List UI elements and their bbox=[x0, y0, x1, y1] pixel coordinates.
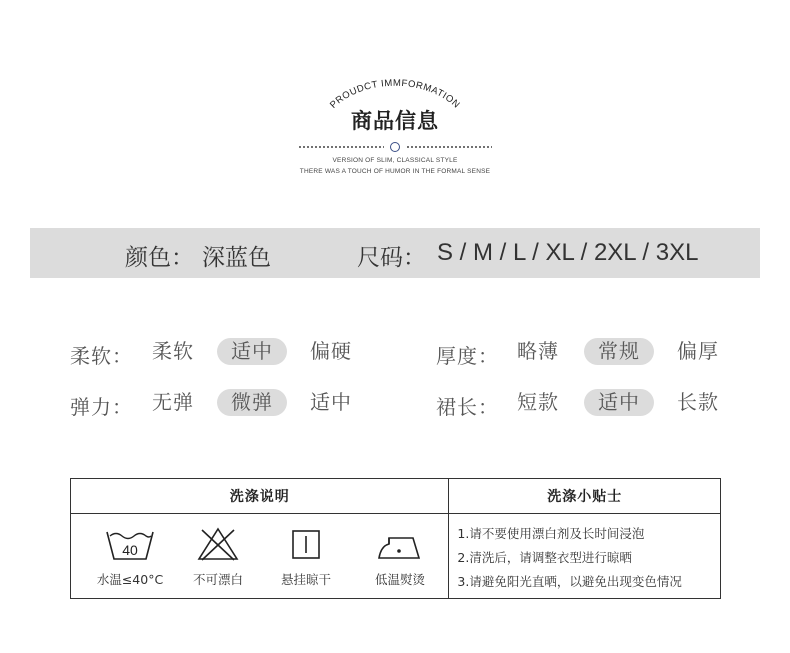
attr-option: 无弹 bbox=[152, 390, 194, 414]
size-value: S / M / L / XL / 2XL / 3XL bbox=[437, 239, 699, 266]
attr-label: 裙长： bbox=[436, 395, 499, 419]
color-size-bar bbox=[30, 228, 760, 278]
attr-option: 柔软 bbox=[152, 339, 194, 363]
subtitle-line-2: THERE WAS A TOUCH OF HUMOR IN THE FORMAL SENSE bbox=[299, 168, 491, 175]
attr-option: 偏厚 bbox=[677, 339, 719, 363]
wash-tips-cell bbox=[449, 514, 721, 599]
attr-option-selected: 适中 bbox=[584, 389, 654, 416]
care-label: 低温熨烫 bbox=[374, 572, 425, 587]
wash-icons-cell bbox=[71, 514, 449, 599]
color-value: 深蓝色 bbox=[202, 245, 271, 271]
attr-row-elasticity bbox=[70, 391, 370, 421]
page-title: 商品信息 bbox=[351, 109, 439, 133]
attr-label: 弹力： bbox=[70, 395, 133, 419]
no-bleach-icon bbox=[196, 524, 240, 564]
attr-option: 略薄 bbox=[517, 339, 559, 363]
attr-label: 柔软： bbox=[70, 344, 133, 368]
care-item-low-iron bbox=[355, 524, 445, 588]
dotted-divider bbox=[298, 142, 492, 152]
subtitle-line-1: VERSION OF SLIM, CLASSICAL STYLE bbox=[332, 157, 458, 164]
wash-instructions-header: 洗涤说明 bbox=[71, 479, 449, 514]
attr-option-selected: 常规 bbox=[584, 338, 654, 365]
attr-option: 短款 bbox=[517, 390, 559, 414]
info-header bbox=[0, 70, 790, 180]
attr-option: 适中 bbox=[310, 390, 352, 414]
care-label: 悬挂晾干 bbox=[280, 572, 331, 587]
attr-row-softness bbox=[70, 340, 370, 370]
divider-dots-right bbox=[406, 146, 492, 148]
divider-dots-left bbox=[298, 146, 384, 148]
care-item-wash-40 bbox=[85, 524, 175, 588]
care-label: 水温≤40°C bbox=[96, 572, 164, 587]
care-label: 不可漂白 bbox=[192, 572, 243, 587]
tip-item: 3.请避免阳光直晒，以避免出现变色情况 bbox=[457, 574, 682, 589]
tip-item: 2.清洗后，请调整衣型进行晾晒 bbox=[457, 550, 632, 565]
wash-40-icon bbox=[105, 524, 155, 564]
attr-option-selected: 适中 bbox=[217, 338, 287, 365]
size-label: 尺码： bbox=[357, 245, 426, 271]
attr-option-selected: 微弹 bbox=[217, 389, 287, 416]
wash-temp-number: 40 bbox=[122, 542, 138, 558]
care-table bbox=[70, 478, 721, 599]
tip-item: 1.请不要使用漂白剂及长时间浸泡 bbox=[457, 526, 645, 541]
color-label: 颜色： bbox=[125, 245, 194, 271]
attr-row-skirt-length bbox=[436, 391, 736, 421]
attr-option: 长款 bbox=[677, 390, 719, 414]
hang-dry-icon bbox=[284, 524, 328, 564]
arc-heading-text: PROUDCT IMMFORMATION bbox=[328, 77, 462, 111]
attr-row-thickness bbox=[436, 340, 736, 370]
divider-circle-icon bbox=[390, 142, 400, 152]
care-item-no-bleach bbox=[173, 524, 263, 588]
attr-option: 偏硬 bbox=[310, 339, 352, 363]
care-item-hang-dry bbox=[261, 524, 351, 588]
low-iron-icon bbox=[375, 524, 425, 564]
wash-tips-header: 洗涤小贴士 bbox=[449, 479, 721, 514]
attr-label: 厚度： bbox=[436, 344, 499, 368]
